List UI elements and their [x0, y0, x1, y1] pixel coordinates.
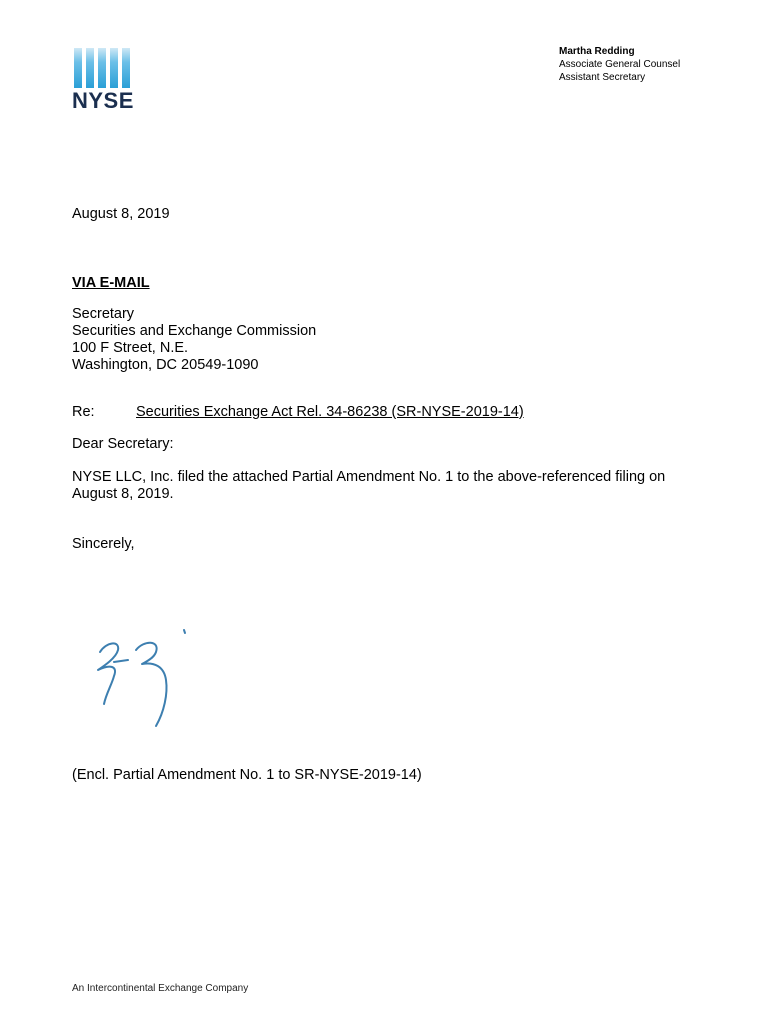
closing: Sincerely, — [72, 536, 135, 552]
salutation: Dear Secretary: — [72, 436, 174, 452]
sender-title-2: Assistant Secretary — [559, 72, 646, 83]
recipient-address — [72, 306, 316, 374]
delivery-method: VIA E-MAIL — [72, 275, 150, 291]
body-line-1: NYSE LLC, Inc. filed the attached Partial Amendment No. 1 to the above-referenced filing on — [72, 469, 666, 485]
body-line-2: August 8, 2019. — [72, 486, 174, 502]
recipient-line-4: Washington, DC 20549-1090 — [72, 357, 259, 373]
nyse-columns-icon — [72, 46, 138, 90]
re-subject: Securities Exchange Act Rel. 34-86238 (SR-NYSE-2019-14) — [136, 404, 524, 420]
enclosure-note: (Encl. Partial Amendment No. 1 to SR-NYSE-2019-14) — [72, 767, 422, 783]
recipient-line-2: Securities and Exchange Commission — [72, 323, 317, 339]
recipient-line-3: 100 F Street, N.E. — [72, 340, 189, 356]
sender-name: Martha Redding — [559, 46, 635, 57]
body-paragraph — [72, 469, 692, 503]
footer-text: An Intercontinental Exchange Company — [72, 983, 249, 994]
re-label: Re: — [72, 404, 95, 420]
letter-date: August 8, 2019 — [72, 206, 170, 222]
signature-icon — [84, 622, 204, 734]
nyse-logo-text: NYSE — [72, 88, 134, 113]
sender-block — [559, 45, 680, 84]
recipient-line-1: Secretary — [72, 306, 135, 322]
signature — [84, 622, 204, 734]
sender-title-1: Associate General Counsel — [559, 59, 681, 70]
